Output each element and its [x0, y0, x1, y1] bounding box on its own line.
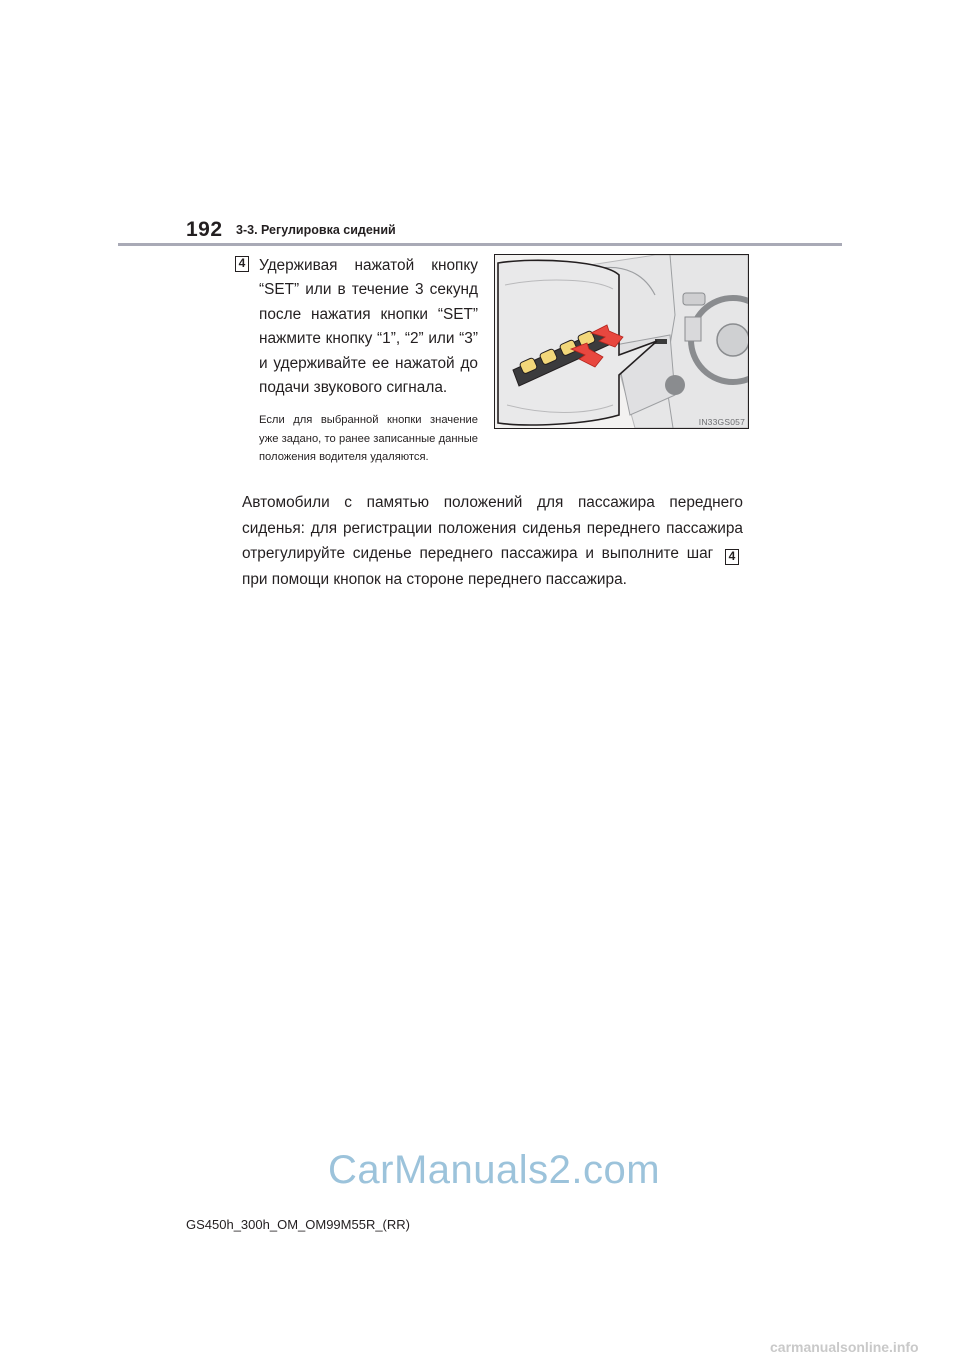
- seat-memory-illustration: [494, 254, 749, 429]
- passenger-text-after: при помощи кнопок на стороне переднего пассажира.: [242, 570, 627, 588]
- step-note: Если для выбранной кнопки значение уже задано, то ранее записанные данные положения водителя удаляются.: [259, 414, 478, 464]
- footer-model-code: GS450h_300h_OM_OM99M55R_(RR): [186, 1217, 410, 1232]
- passenger-text-before: Автомобили с памятью положений для пассажира переднего сиденья: для регистрации положения сиденья переднего пассажира отрегулируйте сиденье переднего пассажира и выполните шаг: [242, 494, 743, 563]
- step-reference-badge: 4: [725, 549, 739, 565]
- footer-site-logo[interactable]: carmanualsonline.info: [770, 1339, 919, 1355]
- watermark[interactable]: CarManuals2.com: [328, 1148, 661, 1192]
- step-instruction: Удерживая нажатой кнопку “SET” или в течение 3 секунд после нажатия кнопки “SET” нажмите кнопку “1”, “2” или “3” и удерживайте ее нажатой до подачи звукового сигнала.: [259, 257, 478, 397]
- header-rule: [118, 243, 842, 246]
- page-number: 192: [186, 218, 223, 241]
- door-panel-drawing: [495, 255, 748, 428]
- illustration-code: IN33GS057: [698, 417, 745, 427]
- step-number-badge: 4: [235, 256, 249, 272]
- section-title: 3-3. Регулировка сидений: [236, 223, 396, 237]
- passenger-paragraph: [242, 490, 743, 592]
